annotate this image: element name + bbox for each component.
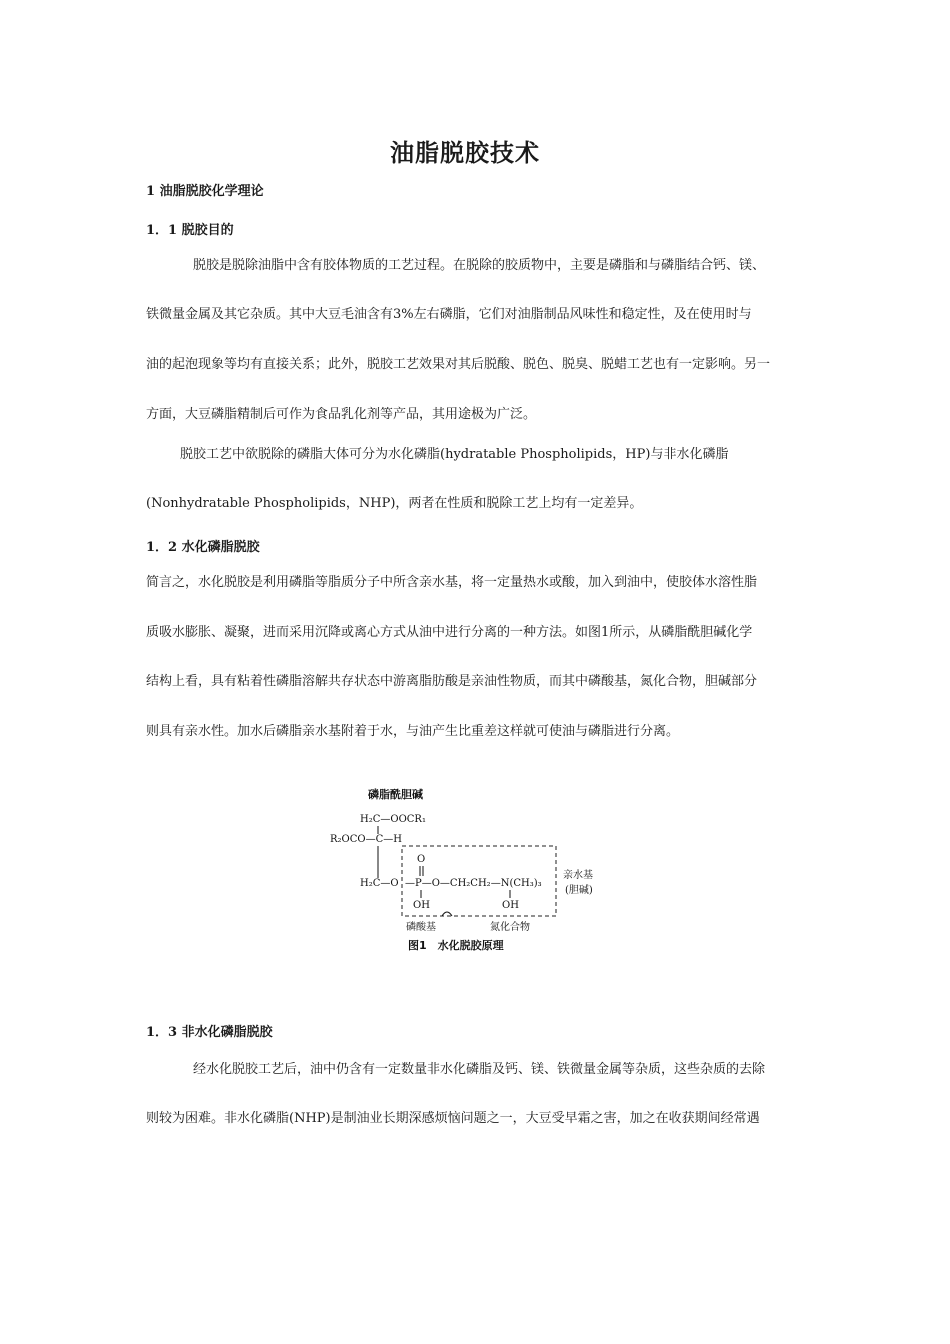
phosphatidylcholine-structure-diagram <box>320 778 620 963</box>
paragraph-line: 脱胶是脱除油脂中含有胶体物质的工艺过程。在脱除的胶质物中，主要是磷脂和与磷脂结合钙、镁、 <box>193 258 766 273</box>
section-heading-1-2: 1．2 水化磷脂脱胶 <box>146 540 260 555</box>
paragraph-line: 方面，大豆磷脂精制后可作为食品乳化剂等产品，其用途极为广泛。 <box>146 407 537 422</box>
paragraph-line: 则较为困难。非水化磷脂(NHP)是制油业长期深感烦恼问题之一，大豆受早霜之害，加之在收获期间经常遇 <box>146 1111 760 1126</box>
hydroxyl-1: OH <box>413 900 430 911</box>
section-heading-1: 1 油脂脱胶化学理论 <box>146 184 264 199</box>
group-divider <box>442 912 452 916</box>
paragraph-line: 结构上看，具有粘着性磷脂溶解共存状态中游离脂肪酸是亲油性物质，而其中磷酸基，氮化合物，胆碱部分 <box>146 674 758 689</box>
paragraph-line: 脱胶工艺中欲脱除的磷脂大体可分为水化磷脂(hydratable Phospholipids，HP)与非水化磷脂 <box>180 447 729 462</box>
formula-row-4-left: H₂C—O <box>360 878 399 889</box>
formula-row-4-chain: —P—O—CH₂CH₂—N(CH₃)₃ <box>405 878 542 889</box>
side-label-1: 亲水基 <box>563 870 593 881</box>
paragraph-line: 则具有亲水性。加水后磷脂亲水基附着于水，与油产生比重差这样就可使油与磷脂进行分离。 <box>146 724 680 739</box>
formula-row-2: R₂OCO—C—H <box>330 834 402 845</box>
bottom-label-nitrogen: 氮化合物 <box>490 922 530 933</box>
paragraph-line: 质吸水膨胀、凝聚，进而采用沉降或离心方式从油中进行分离的一种方法。如图1所示，从磷脂酰胆碱化学 <box>146 625 753 640</box>
figure-top-label: 磷脂酰胆碱 <box>368 788 423 801</box>
section-heading-1-1: 1．1 脱胶目的 <box>146 223 234 238</box>
hydroxyl-2: OH <box>502 900 519 911</box>
section-heading-1-3: 1．3 非水化磷脂脱胶 <box>146 1025 273 1040</box>
side-label-2: (胆碱) <box>565 885 593 896</box>
phosphate-oxygen: O <box>417 854 426 865</box>
paragraph-line: 简言之，水化脱胶是利用磷脂等脂质分子中所含亲水基，将一定量热水或酸，加入到油中，使胶体水溶性脂 <box>146 575 758 590</box>
paragraph-line: 油的起泡现象等均有直接关系；此外，脱胶工艺效果对其后脱酸、脱色、脱臭、脱蜡工艺也有一定影响。另一 <box>146 357 771 372</box>
formula-row-1: H₂C—OOCR₁ <box>360 814 426 825</box>
paragraph-line: 铁微量金属及其它杂质。其中大豆毛油含有3%左右磷脂，它们对油脂制品风味性和稳定性，及在使用时与 <box>146 307 752 322</box>
paragraph-line: (Nonhydratable Phospholipids，NHP)，两者在性质和脱除工艺上均有一定差异。 <box>146 496 643 511</box>
figure-hydration-degumming <box>320 778 620 963</box>
document-title: 油脂脱胶技术 <box>390 139 540 167</box>
paragraph-line: 经水化脱胶工艺后，油中仍含有一定数量非水化磷脂及钙、镁、铁微量金属等杂质，这些杂质的去除 <box>193 1062 766 1077</box>
bottom-label-phosphate: 磷酸基 <box>406 922 436 933</box>
figure-caption: 图1 水化脱胶原理 <box>408 939 504 952</box>
